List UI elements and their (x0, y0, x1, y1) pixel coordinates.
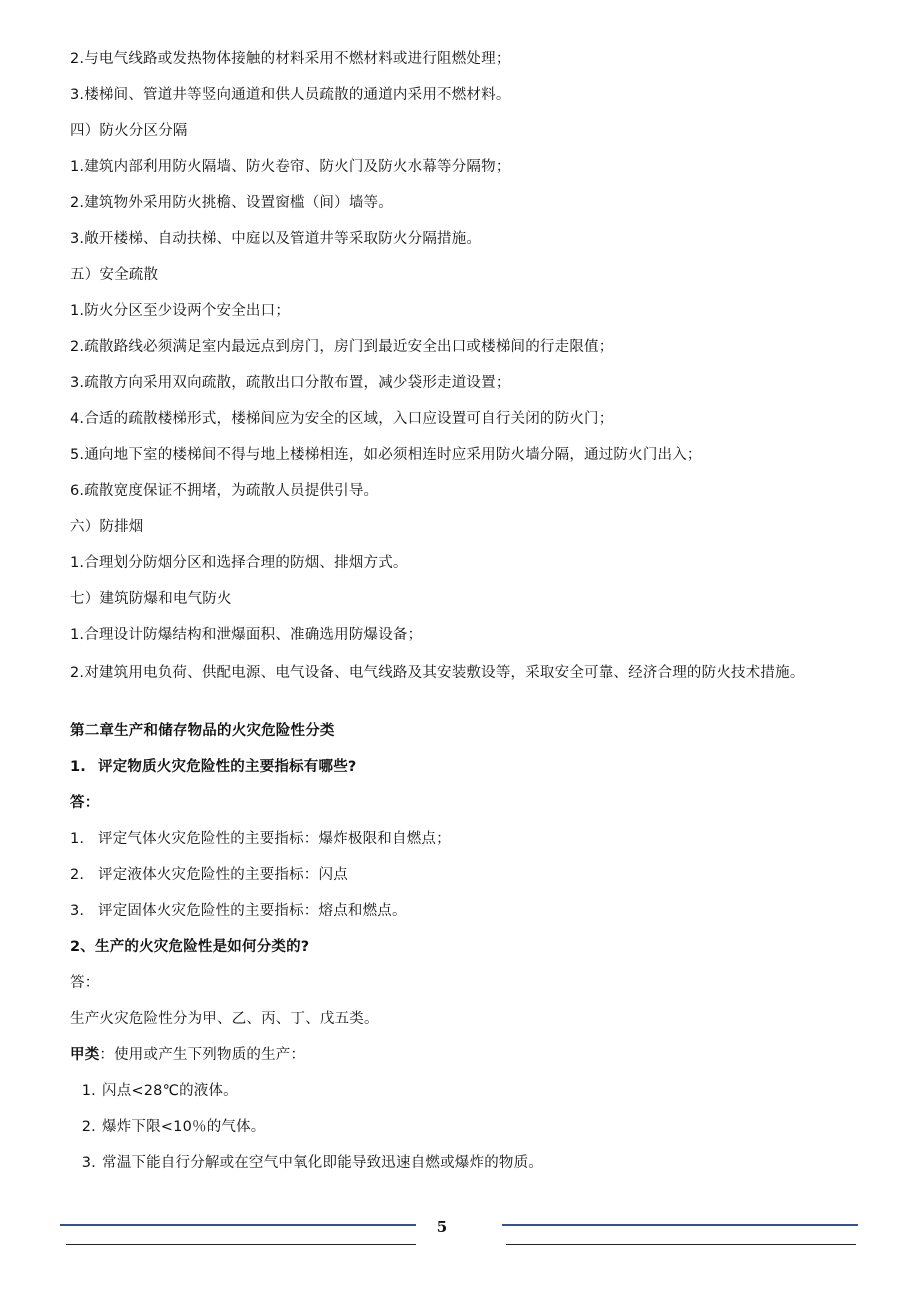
text-line: 1.合理设计防爆结构和泄爆面积、准确选用防爆设备； (70, 627, 423, 643)
class-a-line (70, 1046, 860, 1064)
text-line: 6.疏散宽度保证不拥堵，为疏散人员提供引导。 (70, 483, 379, 499)
list-text: 评定液体火灾危险性的主要指标：闪点 (98, 867, 348, 883)
footer-rule-right (502, 1224, 858, 1226)
list-number: 1. (70, 831, 85, 847)
text-paragraph: 2.对建筑用电负荷、供配电源、电气设备、电气线路及其安装敷设等，采取安全可靠、经济合理的防火技术措施。 (70, 665, 805, 681)
text-line: 1.防火分区至少设两个安全出口； (70, 303, 291, 319)
text-line: 5.通向地下室的楼梯间不得与地上楼梯相连，如必须相连时应采用防火墙分隔，通过防火门出入； (70, 447, 702, 463)
question-number: 1. (70, 759, 86, 775)
text-line: 3.敞开楼梯、自动扶梯、中庭以及管道井等采取防火分隔措施。 (70, 231, 482, 247)
question-heading (70, 758, 860, 776)
list-number: 2. (70, 867, 85, 883)
text-line: 3.楼梯间、管道井等竖向通道和供人员疏散的通道内采用不燃材料。 (70, 87, 511, 103)
list-text: 常温下能自行分解或在空气中氧化即能导致迅速自燃或爆炸的物质。 (102, 1155, 543, 1171)
section-heading: 四）防火分区分隔 (70, 123, 188, 139)
list-text: 闪点<28℃的液体。 (102, 1083, 238, 1099)
text-line: 3.疏散方向采用双向疏散，疏散出口分散布置，减少袋形走道设置； (70, 375, 511, 391)
class-a-text: ：使用或产生下列物质的生产： (99, 1047, 306, 1063)
question-text: 评定物质火灾危险性的主要指标有哪些? (98, 759, 357, 775)
page-number: 5 (436, 1218, 448, 1236)
list-number: 3. (70, 903, 85, 919)
answer-label: 答： (70, 975, 100, 991)
answer-intro: 生产火灾危险性分为甲、乙、丙、丁、戊五类。 (70, 1011, 379, 1027)
list-number: 2. (81, 1119, 96, 1135)
list-number: 3. (81, 1155, 96, 1171)
text-line: 2.建筑物外采用防火挑檐、设置窗槛（间）墙等。 (70, 195, 393, 211)
list-item (70, 1082, 860, 1100)
footer-rule-left (60, 1224, 416, 1226)
list-text: 评定固体火灾危险性的主要指标：熔点和燃点。 (98, 903, 407, 919)
list-text: 评定气体火灾危险性的主要指标：爆炸极限和自燃点； (98, 831, 451, 847)
text-line: 2.疏散路线必须满足室内最远点到房门，房门到最近安全出口或楼梯间的行走限值； (70, 339, 614, 355)
text-line: 1.合理划分防烟分区和选择合理的防烟、排烟方式。 (70, 555, 408, 571)
footer-rule-left-lower (66, 1244, 416, 1245)
question-heading: 2、生产的火灾危险性是如何分类的? (70, 939, 310, 955)
list-item (70, 866, 860, 884)
list-item (70, 1154, 860, 1172)
text-line: 1.建筑内部利用防火隔墙、防火卷帘、防火门及防火水幕等分隔物； (70, 159, 511, 175)
list-number: 1. (81, 1083, 96, 1099)
section-heading: 七）建筑防爆和电气防火 (70, 591, 232, 607)
list-item (70, 830, 860, 848)
list-text: 爆炸下限<10％的气体。 (102, 1119, 266, 1135)
section-heading: 六）防排烟 (70, 519, 144, 535)
answer-label: 答： (70, 795, 100, 811)
class-a-label: 甲类 (70, 1047, 100, 1063)
list-item (70, 1118, 860, 1136)
list-item (70, 902, 860, 920)
chapter-title: 第二章生产和储存物品的火灾危险性分类 (70, 723, 335, 739)
text-line: 2.与电气线路或发热物体接触的材料采用不燃材料或进行阻燃处理； (70, 51, 511, 67)
text-line: 4.合适的疏散楼梯形式，楼梯间应为安全的区域，入口应设置可自行关闭的防火门； (70, 411, 614, 427)
footer-rule-right-lower (506, 1244, 856, 1245)
section-heading: 五）安全疏散 (70, 267, 159, 283)
